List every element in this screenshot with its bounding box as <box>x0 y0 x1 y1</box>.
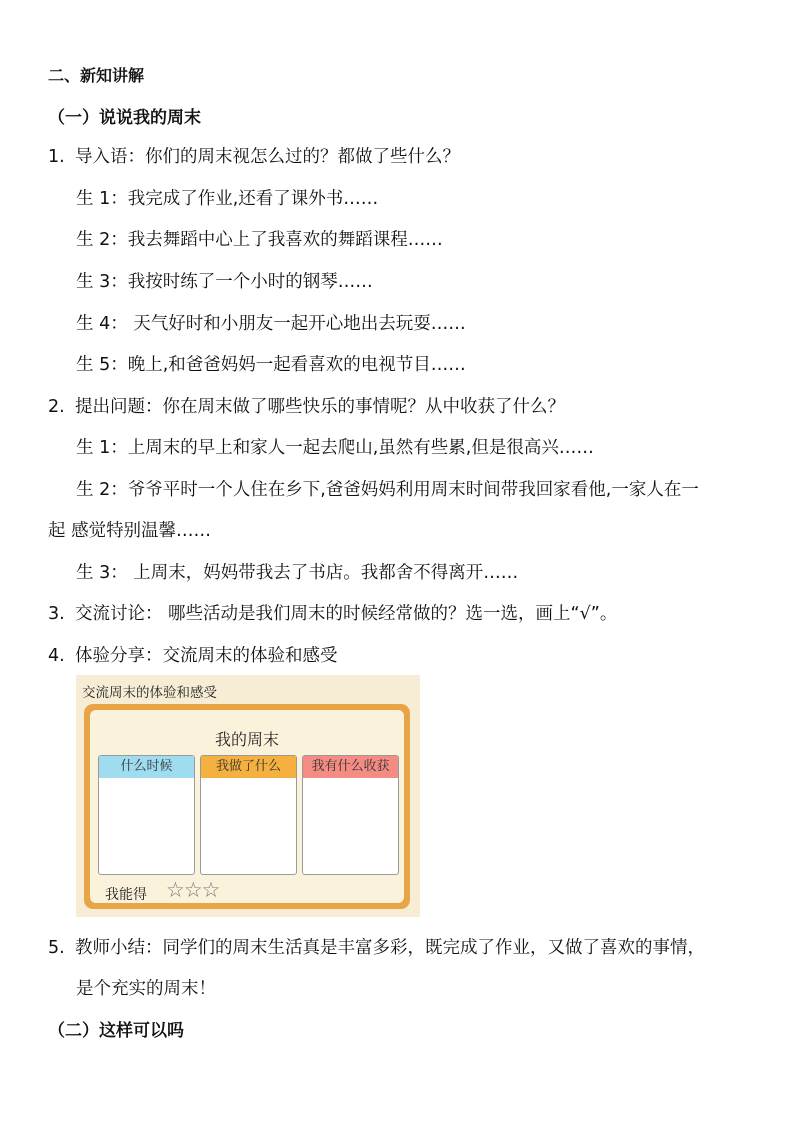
rating-stars-icon: ☆☆☆ <box>166 878 220 902</box>
list-text: 教师小结：同学们的周末生活真是丰富多彩，既完成了作业，又做了喜欢的事情， <box>75 938 705 958</box>
student-answer: 生 1：上周末的早上和家人一起去爬山,虽然有些累,但是很高兴…… <box>76 438 594 458</box>
worksheet-column-when <box>98 755 195 875</box>
list-item-3 <box>48 600 617 625</box>
worksheet-column-gain <box>302 755 399 875</box>
student-answer: 生 4： 天气好时和小朋友一起开心地出去玩耍…… <box>76 314 466 334</box>
section-heading: 二、新知讲解 <box>48 66 145 85</box>
worksheet-column-what <box>200 755 297 875</box>
list-text: 交流讨论： 哪些活动是我们周末的时候经常做的？选一选，画上“√”。 <box>75 604 618 624</box>
list-text: 体验分享：交流周末的体验和感受 <box>75 646 338 666</box>
column-header: 什么时候 <box>99 756 194 778</box>
worksheet-board <box>84 704 410 909</box>
student-answer: 生 2：我去舞蹈中心上了我喜欢的舞蹈课程…… <box>76 230 443 250</box>
list-item-1 <box>48 143 460 168</box>
figure-caption: 交流周末的体验和感受 <box>82 685 217 701</box>
list-number: 4. <box>48 646 65 666</box>
student-answer: 生 3： 上周末，妈妈带我去了书店。我都舍不得离开…… <box>76 563 519 583</box>
list-item-5-continued: 是个充实的周末！ <box>76 979 216 999</box>
column-header: 我有什么收获 <box>303 756 398 778</box>
worksheet-title: 我的周末 <box>214 730 279 749</box>
worksheet-board-inner <box>90 710 404 903</box>
weekend-worksheet-figure <box>76 675 420 917</box>
list-item-2 <box>48 393 565 418</box>
subsection-heading-2: （二）这样可以吗 <box>48 1021 184 1041</box>
list-number: 3. <box>48 604 65 624</box>
score-label: 我能得 <box>105 887 147 903</box>
student-answer-continued: 起 感觉特别温馨…… <box>48 521 212 541</box>
list-item-4 <box>48 642 338 667</box>
student-answer: 生 3：我按时练了一个小时的钢琴…… <box>76 272 373 292</box>
column-header: 我做了什么 <box>201 756 296 778</box>
student-answer: 生 5：晚上,和爸爸妈妈一起看喜欢的电视节目…… <box>76 355 466 375</box>
list-number: 5. <box>48 938 65 958</box>
list-item-5 <box>48 934 705 959</box>
list-text: 提出问题：你在周末做了哪些快乐的事情呢？从中收获了什么？ <box>75 397 565 417</box>
list-number: 1. <box>48 147 65 167</box>
subsection-heading-1: （一）说说我的周末 <box>48 108 201 128</box>
list-number: 2. <box>48 397 65 417</box>
student-answer: 生 1：我完成了作业,还看了课外书…… <box>76 189 379 209</box>
list-text: 导入语：你们的周末视怎么过的？都做了些什么？ <box>75 147 460 167</box>
student-answer: 生 2：爷爷平时一个人住在乡下,爸爸妈妈利用周末时间带我回家看他,一家人在一 <box>76 480 699 500</box>
